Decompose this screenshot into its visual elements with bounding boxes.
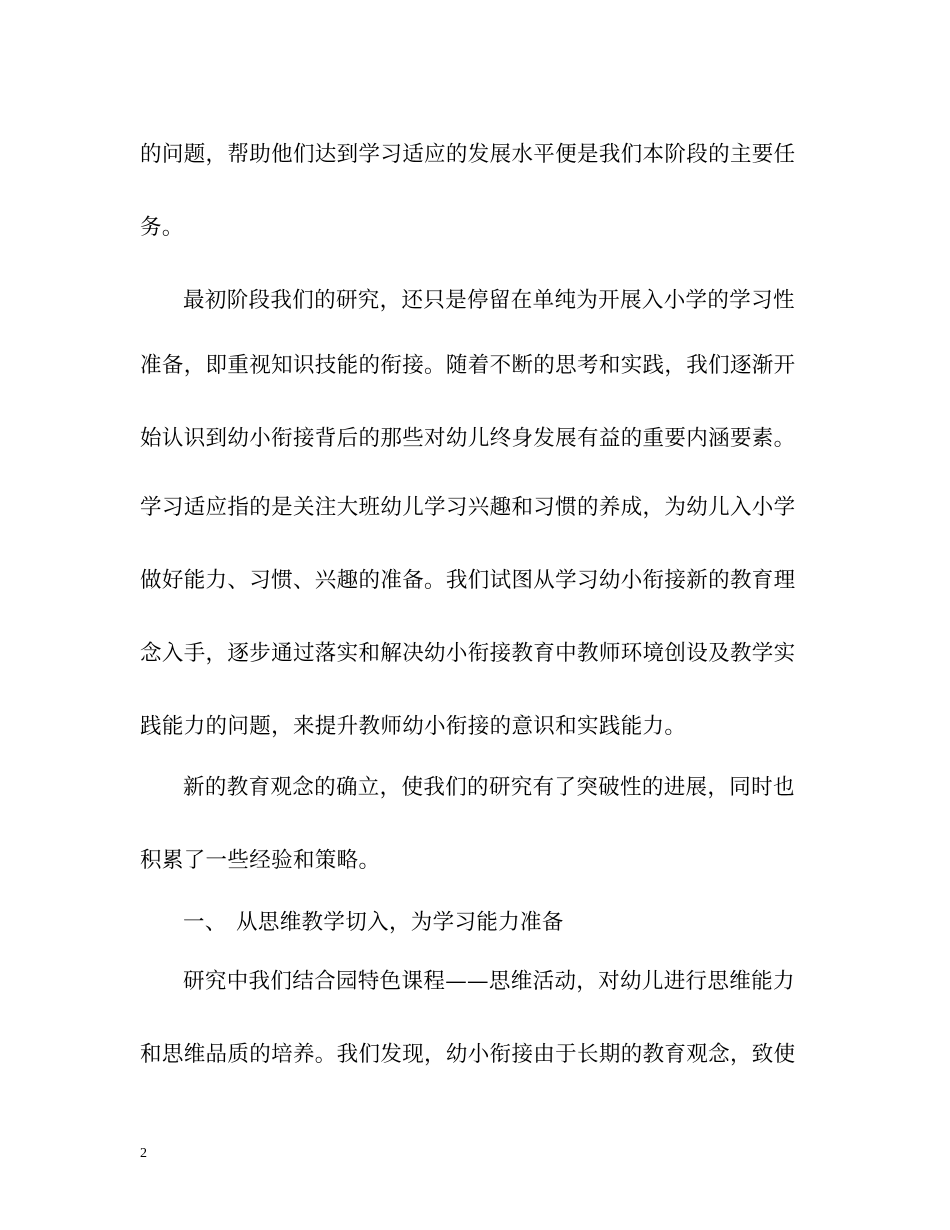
paragraph-first-line: 研究中我们结合园特色课程——思维活动，对幼儿进行思维能力 bbox=[183, 969, 795, 994]
text-line: 和思维品质的培养。我们发现，幼小衔接由于长期的教育观念，致使 bbox=[140, 1042, 796, 1067]
paragraph-first-line: 最初阶段我们的研究，还只是停留在单纯为开展入小学的学习性 bbox=[183, 288, 795, 313]
text-line: 积累了一些经验和策略。 bbox=[140, 848, 381, 873]
text-line: 的问题，帮助他们达到学习适应的发展水平便是我们本阶段的主要任 bbox=[140, 142, 796, 167]
page-number: 2 bbox=[140, 1146, 147, 1161]
text-line: 学习适应指的是关注大班幼儿学习兴趣和习惯的养成，为幼儿入小学 bbox=[140, 495, 796, 520]
text-line: 准备，即重视知识技能的衔接。随着不断的思考和实践，我们逐渐开 bbox=[140, 353, 796, 378]
section-heading-text: 从思维教学切入，为学习能力准备 bbox=[236, 910, 564, 935]
text-line: 念入手，逐步通过落实和解决幼小衔接教育中教师环境创设及教学实 bbox=[140, 641, 796, 666]
text-line: 做好能力、习惯、兴趣的准备。我们试图从学习幼小衔接新的教育理 bbox=[140, 568, 796, 593]
paragraph-first-line: 新的教育观念的确立，使我们的研究有了突破性的进展，同时也 bbox=[183, 775, 795, 800]
text-line: 务。 bbox=[140, 215, 184, 240]
section-heading-number: 一、 bbox=[183, 910, 227, 935]
text-line: 始认识到幼小衔接背后的那些对幼儿终身发展有益的重要内涵要素。 bbox=[140, 426, 796, 451]
text-line: 践能力的问题，来提升教师幼小衔接的意识和实践能力。 bbox=[140, 714, 687, 739]
